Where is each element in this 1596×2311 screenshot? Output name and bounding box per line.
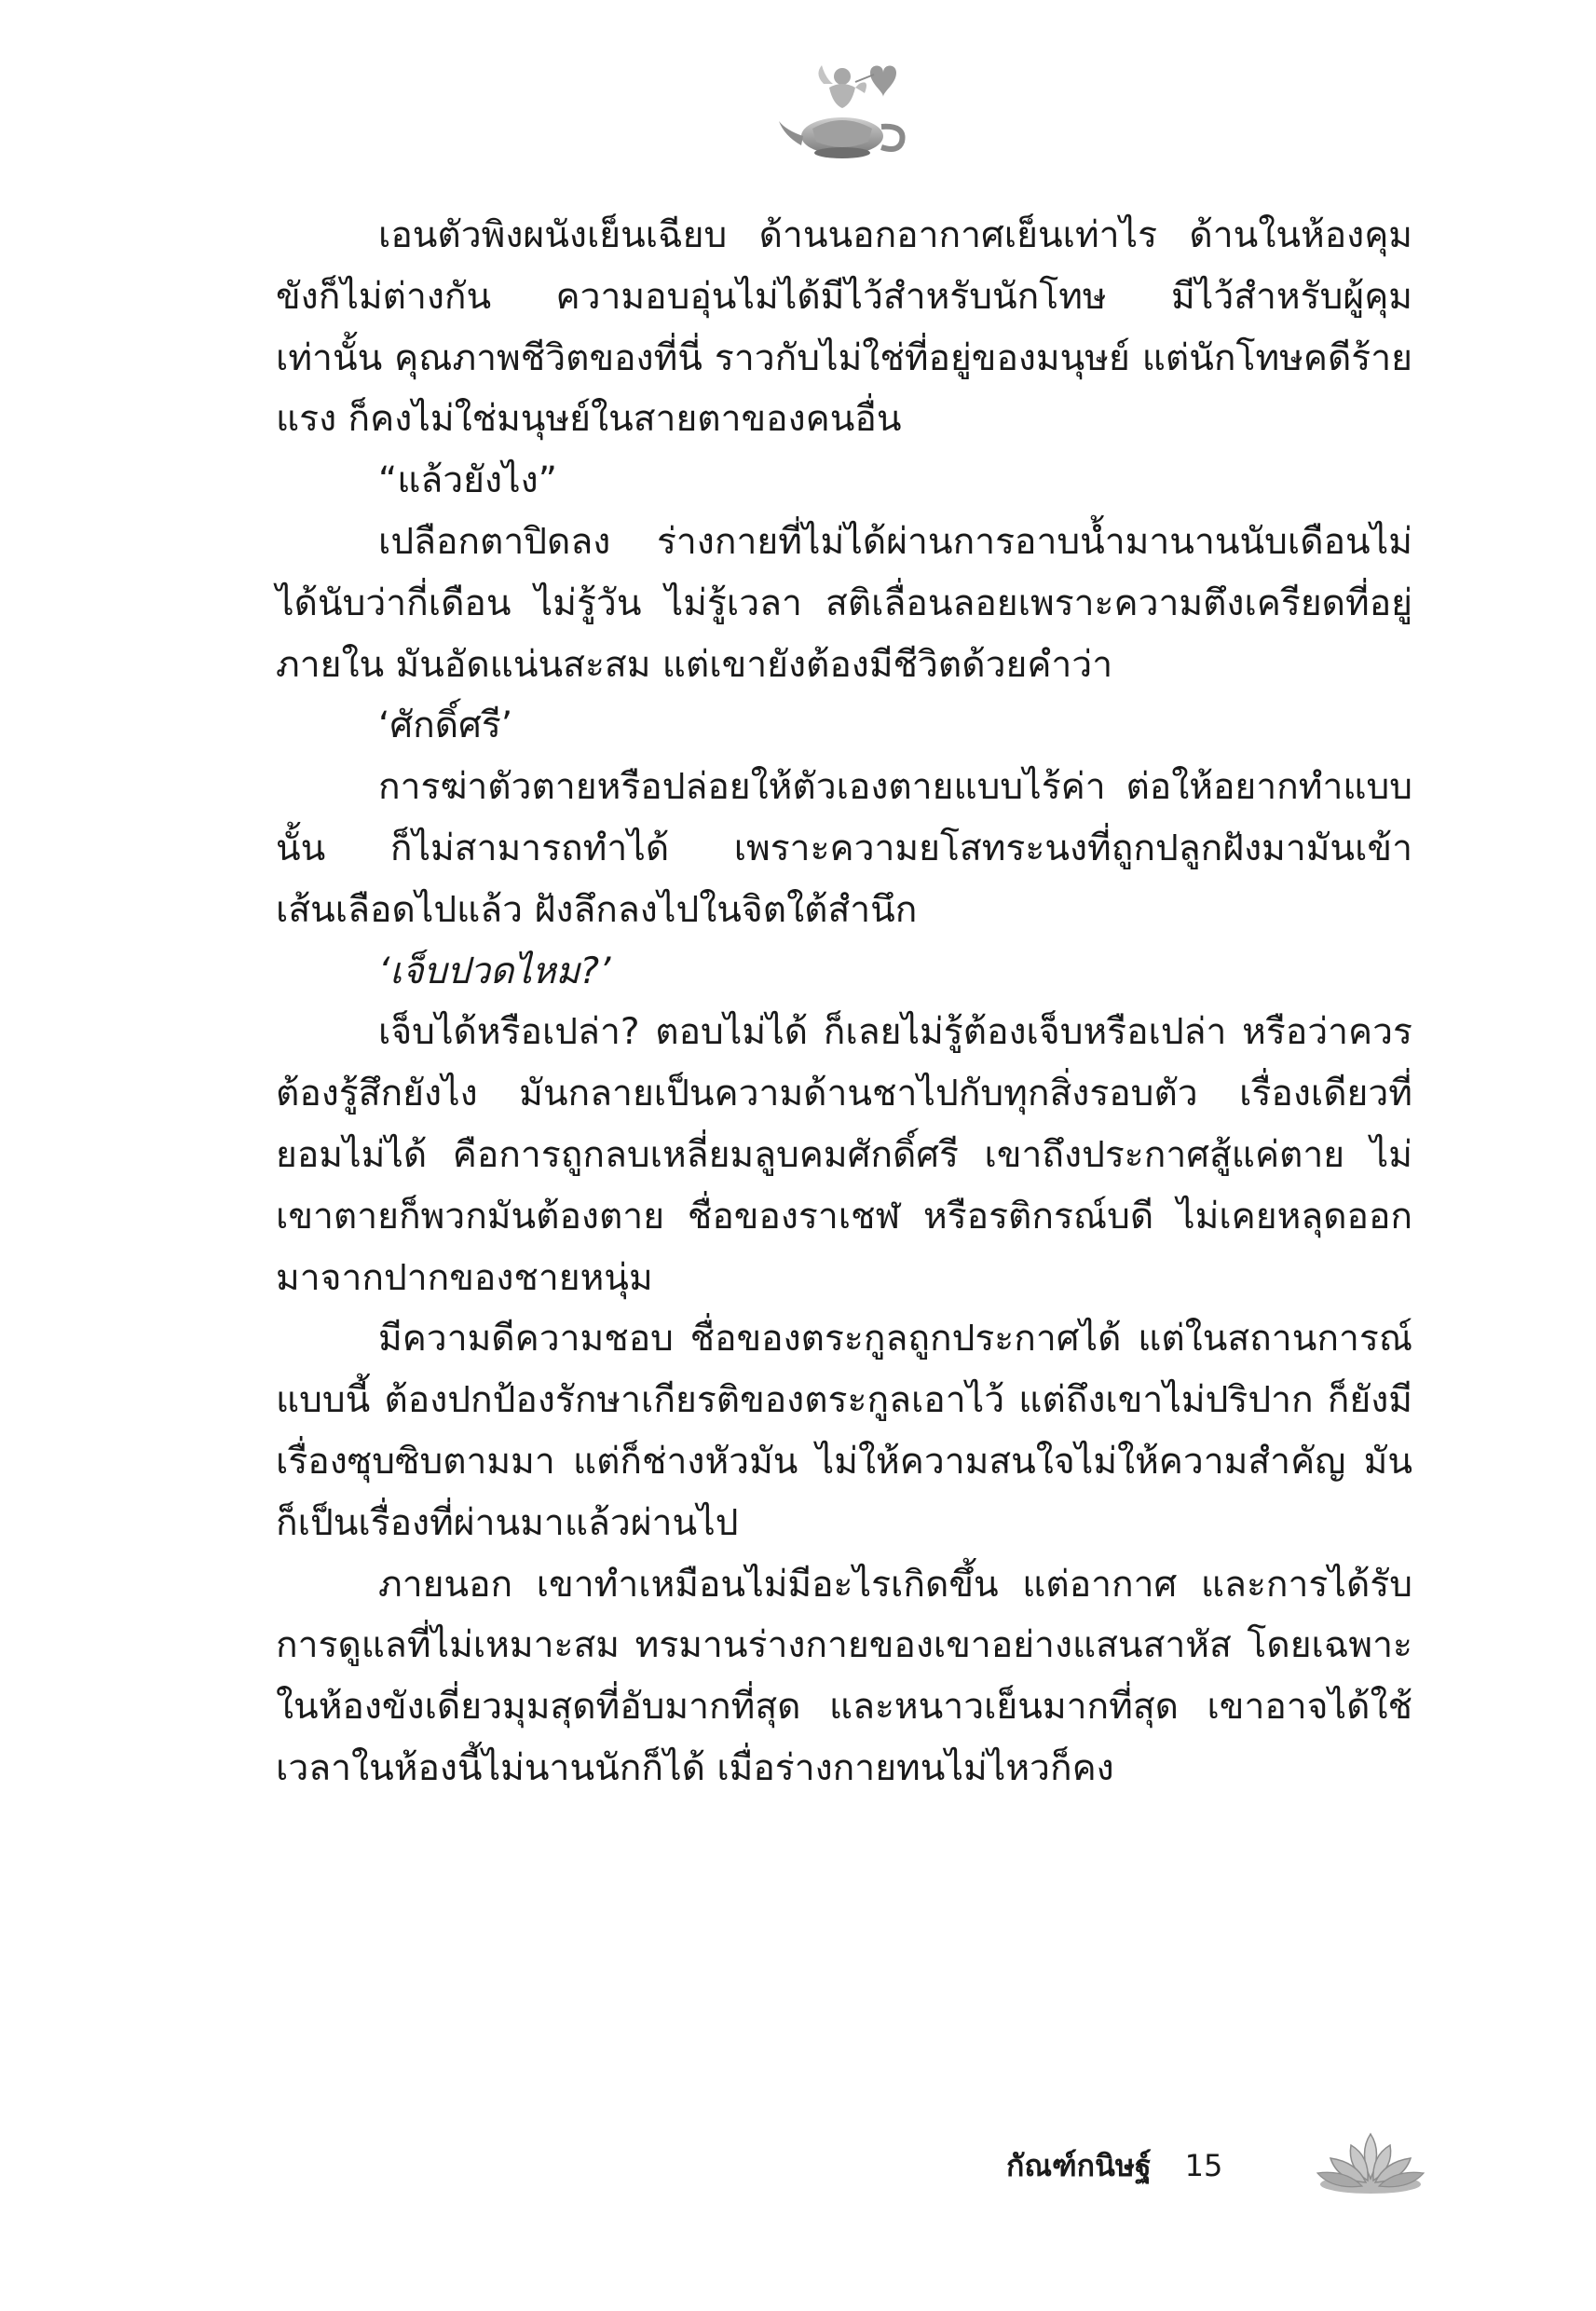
- paragraph: ‘เจ็บปวดไหม?’: [378, 950, 611, 992]
- paragraph: ภายนอก เขาทำเหมือนไม่มีอะไรเกิดขึ้น แต่อากาศ และการได้รับการดูแลที่ไม่เหมาะสม ทรมานร่างกายของเขาอย่างแสนสาหัส โดยเฉพาะในห้องขังเดี่ยวมุมสุดที่อับมากที่สุด และหนาวเย็นมากที่สุด เขาอาจได้ใช้เวลาในห้องนี้ไม่นานนักก็ได้ เมื่อร่างกายทนไม่ไหวก็คง: [276, 1563, 1412, 1789]
- paragraph: เจ็บได้หรือเปล่า? ตอบไม่ได้ ก็เลยไม่รู้ต้องเจ็บหรือเปล่า หรือว่าควรต้องรู้สึกยังไง มันกลายเป็นความด้านชาไปกับทุกสิ่งรอบตัว เรื่องเดียวที่ยอมไม่ได้ คือการถูกลบเหลี่ยมลูบคมศักดิ์ศรี เขาถึงประกาศสู้แค่ตาย ไม่เขาตายก็พวกมันต้องตาย ชื่อของราเชฬ หรือรติกรณ์บดี ไม่เคยหลุดออกมาจากปากของชายหนุ่ม: [276, 1011, 1412, 1299]
- paragraph: มีความดีความชอบ ชื่อของตระกูลถูกประกาศได้ แต่ในสถานการณ์แบบนี้ ต้องปกป้องรักษาเกียรติของตระกูลเอาไว้ แต่ถึงเขาไม่ปริปาก ก็ยังมีเรื่องซุบซิบตามมา แต่ก็ช่างหัวมัน ไม่ให้ความสนใจไม่ให้ความสำคัญ มันก็เป็นเรื่องที่ผ่านมาแล้วผ่านไป: [276, 1318, 1412, 1544]
- page-footer: [1006, 2138, 1222, 2194]
- lotus-flower-icon: [1314, 2125, 1427, 2199]
- book-title: กัณฑ์กนิษฐ์: [1006, 2147, 1152, 2183]
- paragraph: เอนตัวพิงผนังเย็นเฉียบ ด้านนอกอากาศเย็นเท่าไร ด้านในห้องคุมขังก็ไม่ต่างกัน ความอบอุ่นไม่ได้มีไว้สำหรับนักโทษ มีไว้สำหรับผู้คุมเท่านั้น คุณภาพชีวิตของที่นี่ ราวกับไม่ใช่ที่อยู่ของมนุษย์ แต่นักโทษคดีร้ายแรง ก็คงไม่ใช่มนุษย์ในสายตาของคนอื่น: [276, 214, 1412, 441]
- page-number: 15: [1184, 2148, 1223, 2183]
- teapot-cupid-ornament-icon: [766, 56, 915, 163]
- body-text: [276, 205, 1412, 1799]
- paragraph: “แล้วยังไง”: [378, 459, 557, 502]
- paragraph: ‘ศักดิ์ศรี’: [378, 704, 513, 747]
- paragraph: เปลือกตาปิดลง ร่างกายที่ไม่ได้ผ่านการอาบน้ำมานานนับเดือนไม่ได้นับว่ากี่เดือน ไม่รู้วัน ไม่รู้เวลา สติเลื่อนลอยเพราะความตึงเครียดที่อยู่ภายใน มันอัดแน่นสะสม แต่เขายังต้องมีชีวิตด้วยคำว่า: [276, 520, 1412, 686]
- paragraph: การฆ่าตัวตายหรือปล่อยให้ตัวเองตายแบบไร้ค่า ต่อให้อยากทำแบบนั้น ก็ไม่สามารถทำได้ เพราะความยโสทระนงที่ถูกปลูกฝังมามันเข้าเส้นเลือดไปแล้ว ฝังลึกลงไปในจิตใต้สำนึก: [276, 766, 1412, 931]
